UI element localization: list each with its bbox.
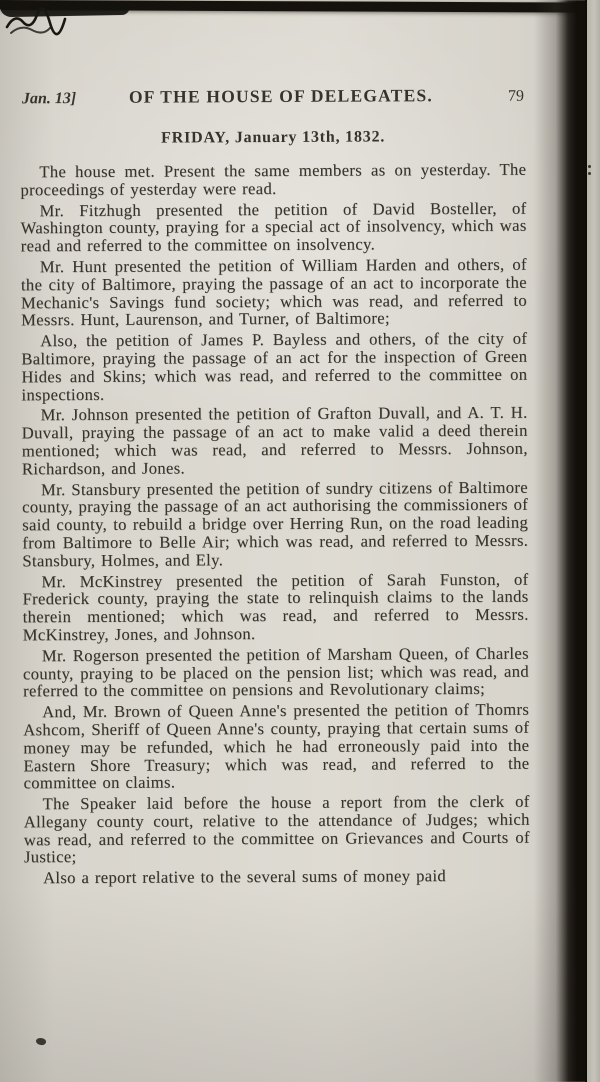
body-text [20, 161, 530, 888]
running-header [20, 85, 526, 109]
scan-artifact-corner-scribble [4, 7, 88, 37]
paragraph-8: Mr. Rogerson presented the petition of Marsham Queen, of Charles county, praying to be placed on the pension list; which was read, and referred to the committee on pensions and Revolutionary claims; [22, 643, 530, 701]
scan-artifact-speck-bottom [35, 1037, 47, 1047]
paragraph-9: And, Mr. Brown of Queen Anne's presented the petition of Thomrs Ashcom, Sheriff of Queen Anne's county, praying that certain sums of money may be refunded, which he had erroneously paid into the Eastern Shore Treasury; which was read, and referred to the committee on claims. [23, 699, 530, 793]
header-page-number: 79 [507, 87, 524, 105]
paragraph-4: Also, the petition of James P. Bayless and others, of the city of Baltimore, praying the passage of an act for the inspection of Green Hides and Skins; which was read, and referred to the committee on inspections. [21, 328, 528, 404]
paragraph-2: Mr. Fitzhugh presented the petition of David Bosteller, of Washington county, praying for a special act of insolvency, which was read and referred to the committee on insolvency. [20, 198, 527, 256]
paragraph-7: Mr. McKinstrey presented the petition of Sarah Funston, of Frederick county, praying the state to relinquish claims to the lands therein mentioned; which was read, and referred to Messrs. McKinstrey, Jones, and Johnson. [22, 569, 529, 645]
dateline: FRIDAY, January 13th, 1832. [161, 128, 386, 147]
header-title: OF THE HOUSE OF DELEGATES. [128, 85, 433, 107]
scan-artifact-speck-right [588, 165, 591, 168]
scan-artifact-binding-shadow [534, 0, 586, 1082]
scan-artifact-right-strip [585, 0, 600, 1082]
page-content [20, 85, 530, 891]
header-date-label: Jan. 13] [21, 90, 77, 108]
paragraph-3: Mr. Hunt presented the petition of William Harden and others, of the city of Baltimore, praying the passage of an act to incorporate the Mechanic's Savings fund society; which was read, and referred to Messrs. Hunt, Laurenson, and Turner, of Baltimore; [20, 254, 528, 330]
paragraph-5: Mr. Johnson presented the petition of Grafton Duvall, and A. T. H. Duvall, praying the passage of an act to make valid a deed therein mentioned; which was read, and referred to Messrs. Johnson, Richardson, and Jones. [21, 403, 528, 479]
paragraph-11: Also a report relative to the several sums of money paid [42, 866, 447, 888]
paragraph-10: The Speaker laid before the house a report from the clerk of Allegany county court, relative to the attendance of Judges; which was read, and referred to the committee on Grievances and Courts of Justice; [23, 791, 530, 867]
paragraph-1: The house met. Present the same members as on yesterday. The proceedings of yesterday were read. [20, 159, 527, 200]
paragraph-6: Mr. Stansbury presented the petition of sundry citizens of Baltimore county, praying the passage of an act authorising the commissioners of said county, to rebuild a bridge over Herring Run, on the road leading from Baltimore to Belle Air; which was read, and referred to Messrs. Stansbury, Holmes, and Ely. [22, 477, 529, 571]
